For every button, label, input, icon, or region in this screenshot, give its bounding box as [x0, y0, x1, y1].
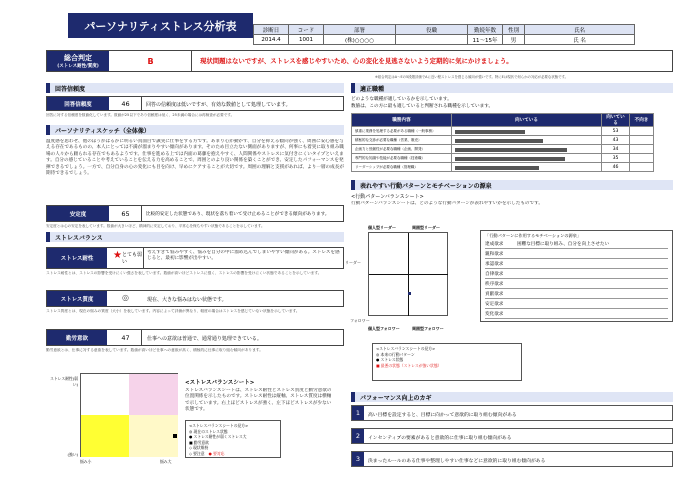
motive-item: 変化欲求 — [485, 312, 504, 317]
reliability-section: 回答信頼度 — [46, 83, 344, 93]
motive-item: 承認欲求 — [485, 262, 504, 267]
chart-legend-item: ◇ 現状維持 — [189, 445, 209, 450]
chart-legend-item: ◎ 現在のストレス状態 — [189, 428, 228, 434]
degree-text: 現在、大きな悩みはない状態です。 — [147, 297, 227, 303]
star-icon: ★ — [113, 250, 122, 261]
jobs-row-score: 46 — [602, 163, 630, 172]
perf-row — [351, 451, 673, 467]
motive-header: 「行動パターンに作用するモチベーションの源泉」 — [485, 233, 582, 238]
jobs-row-bar — [455, 148, 567, 152]
overall-note: ※総合判定はA～Eの5段階評価でAに近い程ストレスを感じる傾向が強いです。特にEは現状で何らかの対応が必要な状態です。 — [375, 75, 568, 79]
report-title: パーソナリティストレス分析表 — [68, 13, 253, 38]
behavior-legend-item: ■ 最悪の状態（ストレスが強い状態） — [376, 363, 442, 369]
motive-row — [485, 239, 668, 249]
chart-legend-title: <ストレスバランスシートの見方> — [189, 423, 249, 428]
overall-label-line1: 総合判定 — [64, 54, 92, 62]
work-note: 勤労意欲とは、仕事に対する意欲を表しています。数値が高いほど仕事への意欲が高く、積極的に仕事に取り組む傾向があります。 — [46, 348, 263, 352]
behavior-axis-h — [369, 274, 448, 275]
jobs-col-good: 向いている — [452, 114, 602, 127]
chart-y-label-bottom: (強い) — [67, 452, 78, 457]
chart-y-label: ストレス耐性(弱い) — [50, 376, 78, 387]
stability-label: 安定度 — [47, 206, 109, 221]
behavior-marker — [408, 292, 411, 295]
jobs-row-name: 慎重に業務を処理する必要がある職種（一般事務） — [352, 127, 452, 136]
behavior-section: 表れやすい行動パターンとモチベーションの源泉 — [351, 180, 673, 190]
quad-label-left: リーダー — [345, 260, 361, 265]
sketch-text: 温度感を思わせ、他のほうがはるかに明るい真面目で誠実に仕事をする方です。あまり心が動かず、自分を抑える傾向が強く、周囲に安心感を与える存在であるものの、本人にとっては不満が溜まりやすい傾向があります。そのため目立たない側面がありますが、何事にも着実に取り組み職場の人々から頼られる存在でもあるようです。仕事を進める上では内面の葛藤を抱えやすく、人間関係やストレスに気付きにくいタイプといえます。自分の感じていることや考えていることを伝える力を高めることで、周囲とのより良い関係を築くことができ、安定したパフォーマンスを発揮できるでしょう。一方で、自分自身の心の変化にも目を向け、早めにケアすることが大切です。周囲の理解と支援があれば、より一層の成長が期待できるでしょう。 — [46, 139, 344, 177]
meta-label: 氏名 — [525, 25, 635, 35]
motive-row — [485, 279, 668, 289]
jobs-section: 適正職種 — [351, 83, 673, 93]
reliability-text: 回答の信頼度は低いですが、有効な数値として処理しています。 — [146, 102, 291, 108]
jobs-row-bar — [455, 157, 565, 161]
stability-text: 比較的安定した状態であり、現状を落ち着いて受け止めることができる傾向があります。 — [146, 212, 330, 217]
degree-label: ストレス質度 — [47, 291, 107, 306]
jobs-col-score: 向いている — [602, 114, 630, 127]
tolerance-grade: とても弱い — [122, 248, 144, 268]
chart-title: <ストレスバランスシート> — [185, 380, 255, 386]
quad-label-top2: 周囲型リーダー — [412, 225, 440, 230]
chart-quadrant-low — [81, 415, 129, 457]
meta-label: 診断日 — [254, 25, 289, 35]
motive-item: 秩序欲求 — [485, 282, 504, 287]
motive-item: 安定欲求 — [485, 302, 504, 307]
stress-chart — [80, 373, 178, 457]
jobs-row-score: 35 — [602, 154, 630, 163]
jobs-intro2: 数値は、この方に最も適していると判断される職種を示しています。 — [351, 104, 494, 109]
chart-x-left: 悩み小 — [80, 459, 92, 464]
chart-quadrant-mid — [129, 415, 178, 457]
motive-text: 困難な目標に取り組み、自分を向上させたい — [517, 242, 610, 247]
jobs-col-bad: 不向き — [630, 114, 654, 127]
quad-label-bottom2: 周囲型フォロワー — [412, 326, 444, 331]
jobs-row-name: 積極的な交渉が必要な職種（営業、販売） — [352, 136, 452, 145]
chart-desc: ストレスバランスシートは、ストレス耐性とストレス質度と勤労意欲の位置関係を示したものです。ストレス耐性は縦軸、ストレス質度は横軸で示しています。右上ほどストレスが強く、左下ほどストレスが少ない状態です。 — [185, 388, 332, 413]
jobs-row-bar — [455, 130, 525, 134]
jobs-row-score: 43 — [602, 136, 630, 145]
overall-message: 現状問題はないですが、ストレスを感じやすいため、心の変化を見逃さないよう定期的に気にかけましょう。 — [200, 57, 513, 65]
chart-legend-item: ■ 勤労意欲 — [189, 439, 209, 445]
jobs-row — [352, 127, 654, 136]
jobs-row-bar — [455, 139, 543, 143]
tolerance-note: ストレス耐性とは、ストレスの影響を受けにくい強さを表しています。数値が高いほどストレスに強く、ストレスの影響を受けにくい状態であることを示しています。 — [46, 271, 322, 275]
work-text: 仕事への意欲は普通で、通常通り処理できている。 — [147, 336, 262, 342]
motive-item: 親和欲求 — [485, 252, 504, 257]
jobs-row — [352, 136, 654, 145]
reliability-note: 回答に対する信頼度を数値化しています。数値が25以下であり信頼度は低く、25未満の場合には再検査が必要です。 — [46, 113, 235, 117]
tolerance-text: 考えすぎて悩みやすく、悩みを自分の中に溜め込んでしまいやすい傾向がある。ストレスを感じると、最初に影響が出やすい。 — [147, 250, 340, 262]
stability-value: 65 — [110, 206, 142, 221]
meta-label: コード — [289, 25, 324, 35]
reliability-label: 回答信頼度 — [47, 97, 109, 110]
behavior-legend-title: <ストレスバランスシートの見方> — [376, 346, 436, 351]
chart-legend — [185, 420, 281, 458]
quad-label-top: 個人型リーダー — [368, 225, 396, 230]
motive-row — [485, 299, 668, 309]
jobs-row — [352, 163, 654, 172]
jobs-col-type: 職務内容 — [352, 114, 452, 127]
motive-row — [485, 269, 668, 279]
degree-note: ストレス質度とは、現在の悩みの質度（大小）を表しています。内容によって評価が異なり、軽度の場合はストレスを感じていない状態を示しています。 — [46, 309, 300, 313]
motive-row — [485, 249, 668, 259]
jobs-table — [351, 113, 654, 172]
behavior-text: 行動パターンバランスシートは、どのような行動パターンが表れやすいかを示したものです。 — [351, 201, 543, 206]
motive-row — [485, 259, 668, 269]
jobs-intro: どのような職種が適しているかを示しています。 — [351, 97, 452, 102]
overall-grade: B — [110, 51, 192, 71]
reliability-value: 46 — [110, 97, 142, 110]
meta-value: 11～15年 — [468, 35, 503, 45]
behavior-sub: <行動パターンバランスシート> — [351, 194, 424, 200]
perf-text: 高い目標を設定すると、目標に向かって意欲的に取り組む傾向がある — [368, 413, 517, 418]
perf-section: パフォーマンス向上のカギ — [351, 392, 673, 402]
meta-value: 2014.4 — [254, 35, 289, 45]
chart-x-right: 悩み大 — [160, 459, 172, 464]
jobs-row-score: 34 — [602, 145, 630, 154]
perf-num: 3 — [352, 452, 364, 466]
meta-label: 性別 — [503, 25, 525, 35]
motive-item: 貢献欲求 — [485, 292, 504, 297]
behavior-legend-item: ◎ 本来の行動パターン — [376, 351, 415, 357]
jobs-row-name: 企画力と独創性が必要な職種（企画、開発） — [352, 145, 452, 154]
chart-legend-item: ◇ 要注意 — [189, 450, 205, 456]
jobs-row-score: 53 — [602, 127, 630, 136]
chart-quadrant-high — [129, 374, 178, 415]
stress-balance-section: ストレスバランス — [46, 232, 344, 242]
sketch-section: パーソナリティスケッチ（全体像） — [46, 125, 344, 135]
quad-label-bottom: 個人型フォロワー — [368, 326, 400, 331]
jobs-row-bar — [455, 166, 539, 170]
meta-table — [253, 24, 635, 45]
overall-label-line2: (ストレス耐性/質度) — [57, 64, 99, 69]
perf-num: 2 — [352, 429, 364, 443]
jobs-row-name: 専門的な知識や技能が必要な職種（技術職） — [352, 154, 452, 163]
motive-panel — [480, 230, 673, 322]
perf-row — [351, 405, 673, 421]
tolerance-label: ストレス耐性 — [47, 248, 107, 268]
behavior-legend — [372, 343, 522, 381]
jobs-row — [352, 154, 654, 163]
chart-marker — [173, 434, 177, 438]
perf-text: インセンティブの要素があると意欲的に仕事に取り組む傾向がある — [368, 436, 512, 441]
perf-text: 決まったルールのある仕事や整理しやすい仕事などに意欲的に取り組む傾向がある — [368, 459, 546, 464]
overall-label — [47, 51, 109, 71]
behavior-legend-item: ● ストレス状態 — [376, 357, 404, 363]
jobs-row-name: リーダーシップが必要な職種（管理職） — [352, 163, 452, 172]
meta-label: 勤続年数 — [468, 25, 503, 35]
chart-legend-item: ● 要対応 — [208, 450, 225, 456]
meta-value — [396, 35, 468, 45]
chart-legend-item: ● ストレス耐性が弱くストレス大 — [189, 434, 247, 439]
perf-num: 1 — [352, 406, 364, 420]
meta-value: 1001 — [289, 35, 324, 45]
behavior-chart — [368, 232, 448, 316]
quad-label-right: フォロワー — [350, 318, 370, 323]
jobs-row — [352, 145, 654, 154]
meta-label: 役職 — [396, 25, 468, 35]
motive-label: 達成欲求 — [485, 242, 504, 247]
meta-value: 男 — [503, 35, 525, 45]
work-value: 47 — [110, 330, 142, 345]
meta-label: 部署 — [324, 25, 396, 35]
work-label: 勤労意欲 — [47, 330, 107, 345]
stability-note: 安定度とは心の安定を表しています。数値が大きいほど、精神的に安定しており、平常心を保ちやすい状態であることを示しています。 — [46, 224, 265, 228]
motive-item: 自律欲求 — [485, 272, 504, 277]
motive-row — [485, 289, 668, 299]
motive-row — [485, 309, 668, 319]
perf-row — [351, 428, 673, 444]
meta-value: (株)○○○○ — [324, 35, 396, 45]
meta-value: 氏 名 — [525, 35, 635, 45]
circle-icon: ◎ — [122, 293, 129, 302]
